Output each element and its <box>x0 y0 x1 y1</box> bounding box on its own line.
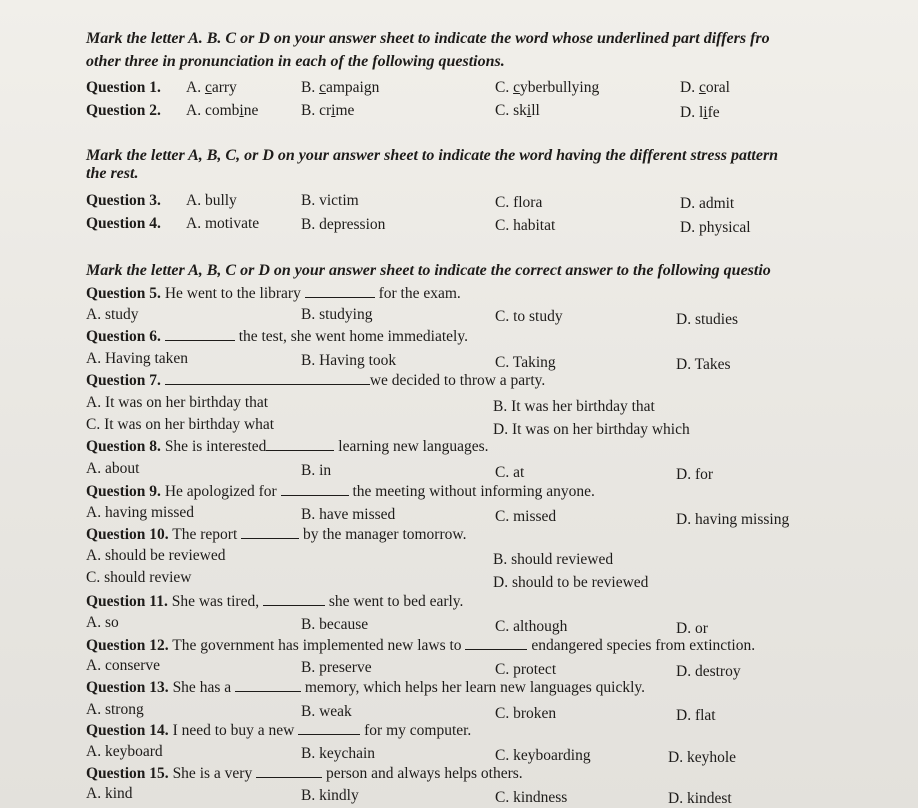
question-1-label: Question 1. <box>86 79 161 96</box>
q6-option-a: A. Having taken <box>86 350 189 367</box>
section2-instruction-line2: the rest. <box>86 165 139 182</box>
q10-option-d: D. should to be reviewed <box>493 574 649 591</box>
answer-blank <box>305 285 375 298</box>
q2-option-d: D. life <box>680 104 720 121</box>
q7-option-c: C. It was on her birthday what <box>86 416 275 433</box>
q7-option-b: B. It was her birthday that <box>493 398 655 415</box>
q4-option-d: D. physical <box>680 219 751 236</box>
question-11-stem: Question 11. She was tired, she went to bed early. <box>86 593 464 610</box>
q13-option-b: B. weak <box>301 703 352 720</box>
question-6-stem: Question 6. the test, she went home immediately. <box>86 328 468 345</box>
q10-option-c: C. should review <box>86 569 192 586</box>
q13-option-d: D. flat <box>676 707 716 724</box>
q5-option-a: A. study <box>86 306 139 323</box>
q15-option-a: A. kind <box>86 785 133 802</box>
question-15-stem: Question 15. She is a very person and always helps others. <box>86 765 523 782</box>
q5-option-d: D. studies <box>676 311 738 328</box>
q10-option-b: B. should reviewed <box>493 551 614 568</box>
q1-option-a: A. carry <box>186 79 237 96</box>
q12-option-b: B. preserve <box>301 659 372 676</box>
q13-option-a: A. strong <box>86 701 144 718</box>
q9-option-b: B. have missed <box>301 506 396 523</box>
q8-option-d: D. for <box>676 466 714 483</box>
answer-blank <box>165 372 370 385</box>
q15-option-c: C. kindness <box>495 789 568 806</box>
section3-instruction: Mark the letter A, B, C or D on your answer sheet to indicate the correct answer to the following questio <box>86 262 771 279</box>
q3-option-d: D. admit <box>680 195 735 212</box>
answer-blank <box>266 438 334 451</box>
question-7-stem: Question 7. we decided to throw a party. <box>86 372 546 389</box>
answer-blank <box>165 328 235 341</box>
q15-option-b: B. kindly <box>301 787 359 804</box>
section1-instruction-line1: Mark the letter A. B. C or D on your answer sheet to indicate the word whose underlined part differs fro <box>86 30 770 47</box>
question-5-stem: Question 5. He went to the library for the exam. <box>86 285 461 302</box>
q15-option-d: D. kindest <box>668 790 732 807</box>
section1-instruction-line2: other three in pronunciation in each of the following questions. <box>86 53 505 70</box>
answer-blank <box>256 765 322 778</box>
question-4-label: Question 4. <box>86 215 161 232</box>
q6-option-d: D. Takes <box>676 356 731 373</box>
q3-option-b: B. victim <box>301 192 359 209</box>
question-14-stem: Question 14. I need to buy a new for my computer. <box>86 722 472 739</box>
q8-option-c: C. at <box>495 464 525 481</box>
q6-option-c: C. Taking <box>495 354 556 371</box>
q9-option-a: A. having missed <box>86 504 195 521</box>
q14-option-b: B. keychain <box>301 745 376 762</box>
q1-option-c: C. cyberbullying <box>495 79 600 96</box>
q4-option-a: A. motivate <box>186 215 260 232</box>
q8-option-a: A. about <box>86 460 140 477</box>
q11-option-d: D. or <box>676 620 708 637</box>
q13-option-c: C. broken <box>495 705 557 722</box>
q14-option-a: A. keyboard <box>86 743 163 760</box>
q5-option-b: B. studying <box>301 306 373 323</box>
question-10-stem: Question 10. The report by the manager tomorrow. <box>86 526 467 543</box>
question-9-stem: Question 9. He apologized for the meeting without informing anyone. <box>86 483 595 500</box>
q4-option-c: C. habitat <box>495 217 556 234</box>
q4-option-b: B. depression <box>301 216 386 233</box>
q14-option-d: D. keyhole <box>668 749 737 766</box>
q7-option-d: D. It was on her birthday which <box>493 421 690 438</box>
question-12-stem: Question 12. The government has implemented new laws to endangered species from extinction. <box>86 637 756 654</box>
q5-option-c: C. to study <box>495 308 563 325</box>
answer-blank <box>298 722 360 735</box>
answer-blank <box>241 526 299 539</box>
q9-option-c: C. missed <box>495 508 557 525</box>
q2-option-b: B. crime <box>301 102 355 119</box>
question-2-label: Question 2. <box>86 102 161 119</box>
q10-option-a: A. should be reviewed <box>86 547 226 564</box>
q3-option-c: C. flora <box>495 194 543 211</box>
q3-option-a: A. bully <box>186 192 237 209</box>
question-8-stem: Question 8. She is interested learning new languages. <box>86 438 489 455</box>
q9-option-d: D. having missing <box>676 511 790 528</box>
q11-option-c: C. although <box>495 618 568 635</box>
q12-option-c: C. protect <box>495 661 557 678</box>
q2-option-a: A. combine <box>186 102 259 119</box>
q7-option-a: A. It was on her birthday that <box>86 394 269 411</box>
section2-instruction-line1: Mark the letter A, B, C, or D on your answer sheet to indicate the word having the different stress pattern <box>86 147 779 164</box>
question-13-stem: Question 13. She has a memory, which helps her learn new languages quickly. <box>86 679 646 696</box>
q6-option-b: B. Having took <box>301 352 397 369</box>
q12-option-a: A. conserve <box>86 657 161 674</box>
answer-blank <box>465 637 527 650</box>
q1-option-b: B. campaign <box>301 79 380 96</box>
question-3-label: Question 3. <box>86 192 161 209</box>
answer-blank <box>235 679 301 692</box>
q8-option-b: B. in <box>301 462 332 479</box>
q1-option-d: D. coral <box>680 79 730 96</box>
answer-blank <box>281 483 349 496</box>
q14-option-c: C. keyboarding <box>495 747 591 764</box>
q11-option-a: A. so <box>86 614 119 631</box>
q2-option-c: C. skill <box>495 102 540 119</box>
q11-option-b: B. because <box>301 616 369 633</box>
answer-blank <box>263 593 325 606</box>
q12-option-d: D. destroy <box>676 663 741 680</box>
